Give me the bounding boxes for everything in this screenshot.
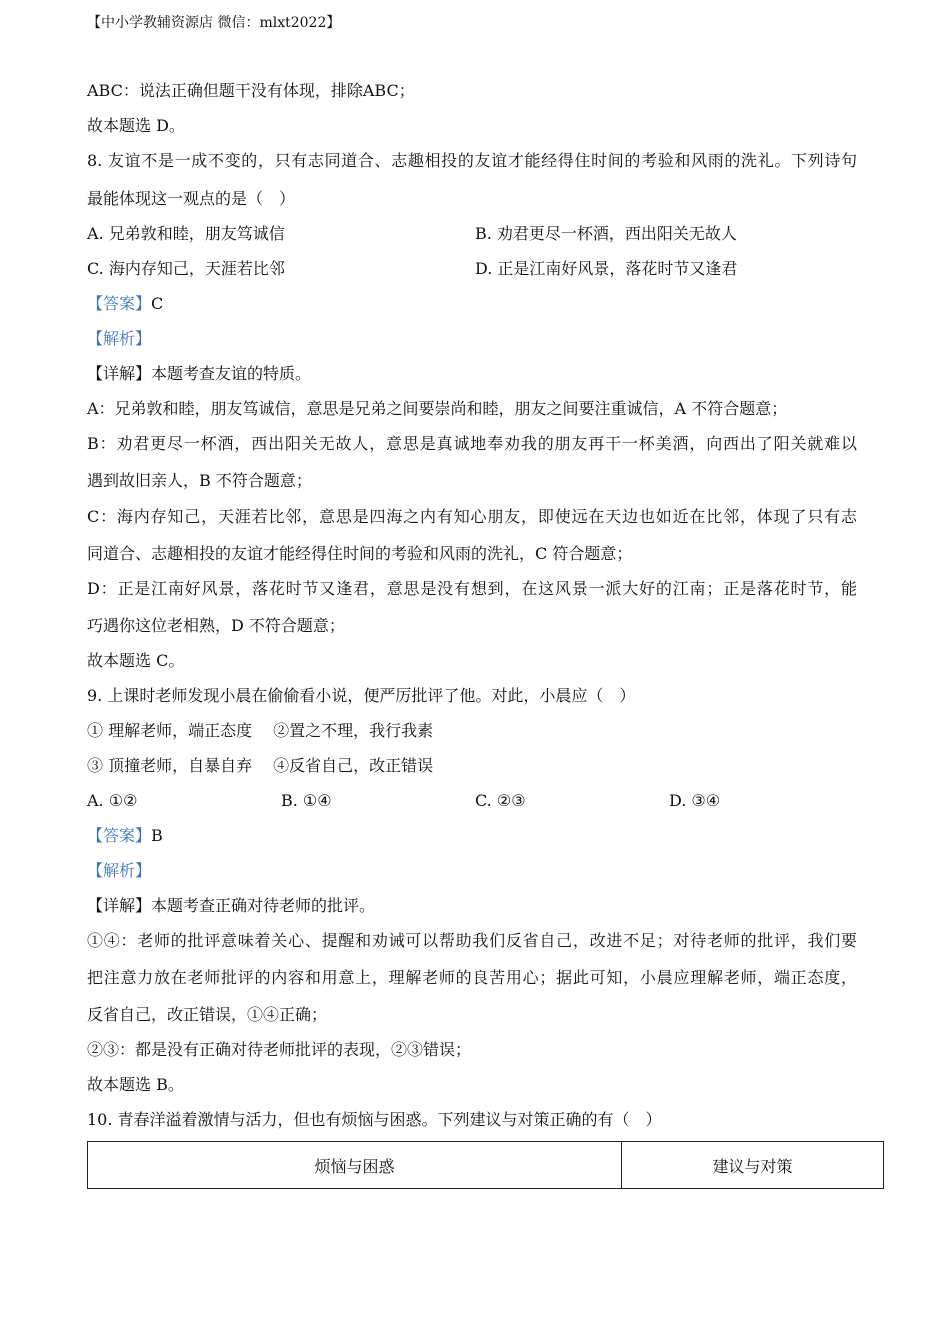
- q9-option-a: A. ①②: [87, 791, 138, 810]
- q9-items-line2: ③ 顶撞老师，自暴自弃 ④反省自己，改正错误: [87, 756, 434, 775]
- answer-value: B: [151, 826, 163, 845]
- prev-answer-conclusion: 故本题选 D。: [87, 116, 185, 135]
- q8-option-d: D. 正是江南好风景，落花时节又逢君: [475, 259, 738, 278]
- q8-explain-b-line1: B：劝君更尽一杯酒，西出阳关无故人，意思是真诚地奉劝我的朋友再干一杯美酒，向西出了阳关就难以: [87, 434, 857, 453]
- q9-conclusion: 故本题选 B。: [87, 1075, 184, 1094]
- prev-explanation-abc: ABC：说法正确但题干没有体现，排除ABC；: [87, 81, 415, 100]
- q9-option-b: B. ①④: [281, 791, 332, 810]
- q9-explain-line3: 反省自己，改正错误，①④正确；: [87, 1005, 328, 1024]
- answer-label: 【答案】: [87, 294, 152, 313]
- q9-option-d: D. ③④: [669, 791, 721, 810]
- q8-explain-d-line2: 巧遇你这位老相熟，D 不符合题意；: [87, 616, 345, 635]
- answer-label: 【答案】: [87, 826, 152, 845]
- page-header: 【中小学教辅资源店 微信：mlxt2022】: [87, 15, 341, 31]
- q8-answer: [87, 293, 163, 315]
- q10-stem: 10. 青春洋溢着激情与活力，但也有烦恼与困惑。下列建议与对策正确的有（ ）: [87, 1110, 662, 1129]
- q9-explain-line4: ②③：都是没有正确对待老师批评的表现，②③错误；: [87, 1040, 472, 1059]
- q8-stem-line2: 最能体现这一观点的是（ ）: [87, 189, 296, 208]
- q8-stem-line1: 8. 友谊不是一成不变的，只有志同道合、志趣相投的友谊才能经得住时间的考验和风雨的洗礼。下列诗句: [87, 151, 857, 170]
- q8-explain-c-line2: 同道合、志趣相投的友谊才能经得住时间的考验和风雨的洗礼，C 符合题意；: [87, 544, 633, 563]
- q9-stem: 9. 上课时老师发现小晨在偷偷看小说，便严厉批评了他。对此，小晨应（ ）: [87, 686, 636, 705]
- q9-items-line1: ① 理解老师，端正态度 ②置之不理，我行我素: [87, 721, 434, 740]
- q9-explain-line2: 把注意力放在老师批评的内容和用意上，理解老师的良苦用心；据此可知，小晨应理解老师，端正态度，: [87, 968, 857, 987]
- q8-explain-a: A：兄弟敦和睦，朋友笃诚信，意思是兄弟之间要崇尚和睦，朋友之间要注重诚信，A 不符合题意；: [87, 399, 788, 418]
- q9-explain-line1: ①④：老师的批评意味着关心、提醒和劝诫可以帮助我们反省自己，改进不足；对待老师的批评，我们要: [87, 931, 857, 950]
- q8-conclusion: 故本题选 C。: [87, 651, 185, 670]
- table-header-row: [88, 1142, 884, 1189]
- answer-value: C: [151, 294, 164, 313]
- q8-detail-intro: 【详解】本题考查友谊的特质。: [87, 364, 312, 383]
- q10-table: [87, 1141, 884, 1189]
- q9-analysis-label: 【解析】: [87, 861, 152, 880]
- q8-analysis-label: 【解析】: [87, 329, 152, 348]
- q9-option-c: C. ②③: [475, 791, 526, 810]
- table-header-suggestions: 建议与对策: [622, 1142, 884, 1189]
- q8-option-a: A. 兄弟敦和睦，朋友笃诚信: [87, 224, 285, 243]
- q9-detail-intro: 【详解】本题考查正确对待老师的批评。: [87, 896, 376, 915]
- q9-answer: [87, 825, 163, 847]
- q8-option-c: C. 海内存知己，天涯若比邻: [87, 259, 285, 278]
- q8-explain-d-line1: D：正是江南好风景，落花时节又逢君，意思是没有想到，在这风景一派大好的江南；正是落花时节，能: [87, 579, 857, 598]
- q8-explain-b-line2: 遇到故旧亲人，B 不符合题意；: [87, 471, 312, 490]
- q8-explain-c-line1: C：海内存知己，天涯若比邻，意思是四海之内有知心朋友，即使远在天边也如近在比邻，体现了只有志: [87, 507, 857, 526]
- table-header-troubles: 烦恼与困惑: [88, 1142, 622, 1189]
- q8-option-b: B. 劝君更尽一杯酒，西出阳关无故人: [475, 224, 737, 243]
